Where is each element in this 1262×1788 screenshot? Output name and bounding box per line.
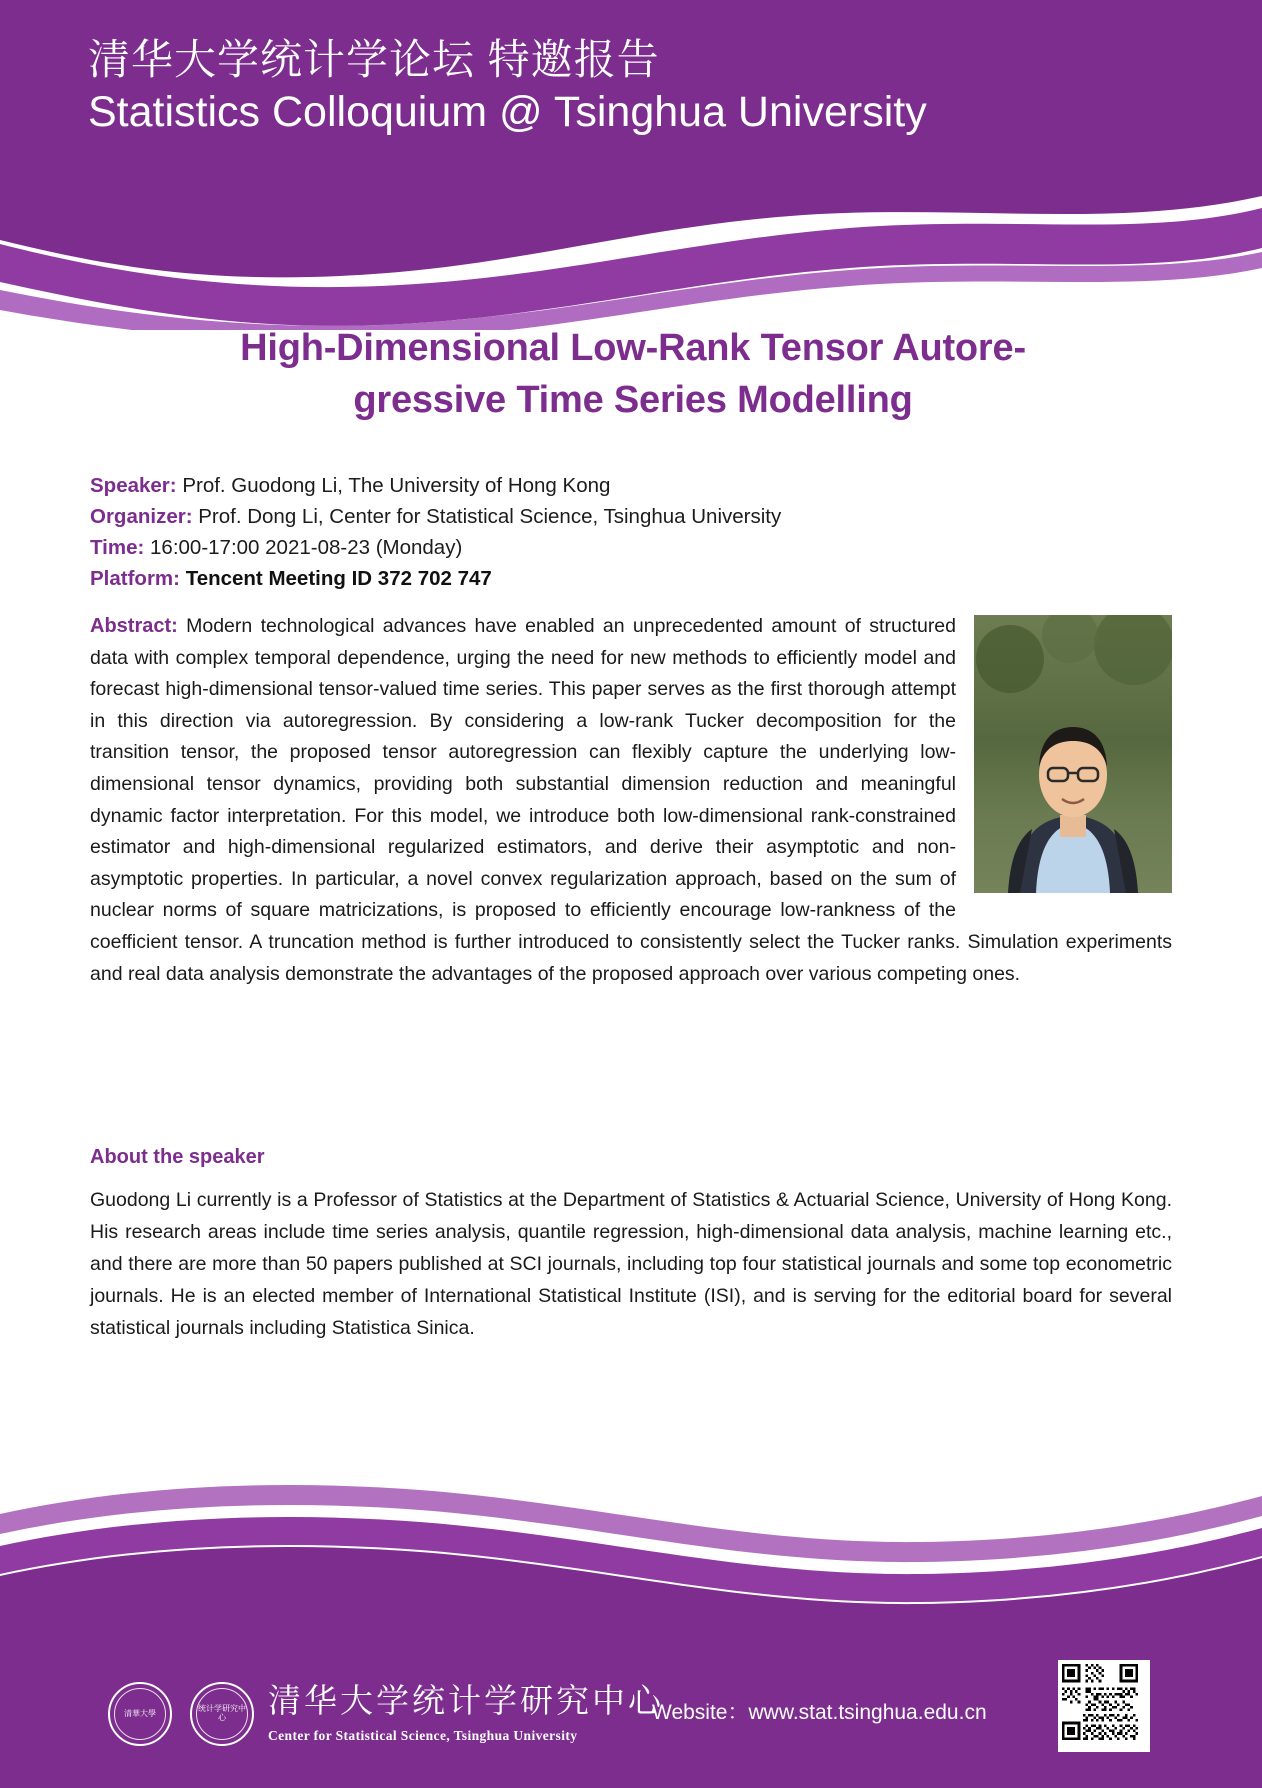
meta-row-organizer [90,501,1170,532]
time-label: Time: [90,536,145,559]
time-value: 16:00-17:00 2021-08-23 (Monday) [150,536,463,559]
bio-text: Guodong Li currently is a Professor of Statistics at the Department of Statistics & Actuarial Science, University of Hong Kong. His research areas include time series analysis, quantile regression, high-dimensional data analysis, machine learning etc., and there are more than 50 papers published at SCI journals, including top four statistical journals and some top econometric journals. He is an elected member of International Statistical Institute (ISI), and is serving for the editorial board for several statistical journals including Statistica Sinica. [90,1189,1172,1339]
header-text-block [88,35,927,138]
platform-value: Tencent Meeting ID 372 702 747 [185,567,492,590]
footer-center-name-english: Center for Statistical Science, Tsinghua University [268,1728,578,1743]
talk-title [88,322,1178,427]
abstract-block [90,611,1172,990]
speaker-photo [974,615,1172,893]
header-title-chinese: 清华大学统计学论坛 特邀报告 [88,36,660,83]
talk-title-line-1: High-Dimensional Low-Rank Tensor Autore- [240,327,1026,369]
meta-row-platform [90,563,1170,594]
speaker-value: Prof. Guodong Li, The University of Hong Kong [182,474,611,497]
footer-center-name-chinese: 清华大学统计学研究中心 [268,1682,664,1719]
talk-meta [90,470,1170,594]
meta-row-speaker [90,470,1170,501]
meta-row-time [90,532,1170,563]
website-label: Website： [652,1701,749,1724]
qr-code-icon[interactable] [1058,1660,1150,1752]
website-url[interactable]: www.stat.tsinghua.edu.cn [748,1701,987,1724]
tsinghua-seal-text: 清華大學 [114,1688,166,1740]
platform-label: Platform: [90,567,180,590]
abstract-label: Abstract: [90,615,178,637]
tsinghua-seal-logo-icon [108,1682,172,1746]
organizer-label: Organizer: [90,505,193,528]
css-seal-logo-icon [190,1682,254,1746]
talk-title-line-2: gressive Time Series Modelling [353,379,913,422]
abstract-text: Modern technological advances have enabled an unprecedented amount of structured data with complex temporal dependence, urging the need for new methods to efficiently model and forecast high-dimensional tensor-valued time series. This paper serves as the first thorough attempt in this direction via autoregression. By considering a low-rank Tucker decomposition for the transition tensor, the proposed tensor autoregression can flexibly capture the underlying low-dimensional tensor dynamics, providing both substantial dimension reduction and meaningful dynamic factor interpretation. For this model, we introduce both low-dimensional rank-constrained estimator and high-dimensional regularized estimators, and derive their asymptotic and non-asymptotic properties. In particular, a novel convex regularization approach, based on the sum of nuclear norms of square matricizations, is proposed to efficiently encourage low-rankness of the coefficient tensor. A truncation method is further introduced to consistently select the Tucker ranks. Simulation experiments and real data analysis demonstrate the advantages of the proposed approach over various competing ones. [90,615,1172,985]
footer-content [0,1628,1262,1788]
organizer-value: Prof. Dong Li, Center for Statistical Science, Tsinghua University [198,505,782,528]
header-title-english: Statistics Colloquium @ Tsinghua University [88,87,927,136]
bio-heading: About the speaker [90,1146,265,1168]
speaker-label: Speaker: [90,474,177,497]
css-seal-text: 统计学研究中心 [196,1688,248,1740]
footer-website[interactable] [652,1696,987,1726]
